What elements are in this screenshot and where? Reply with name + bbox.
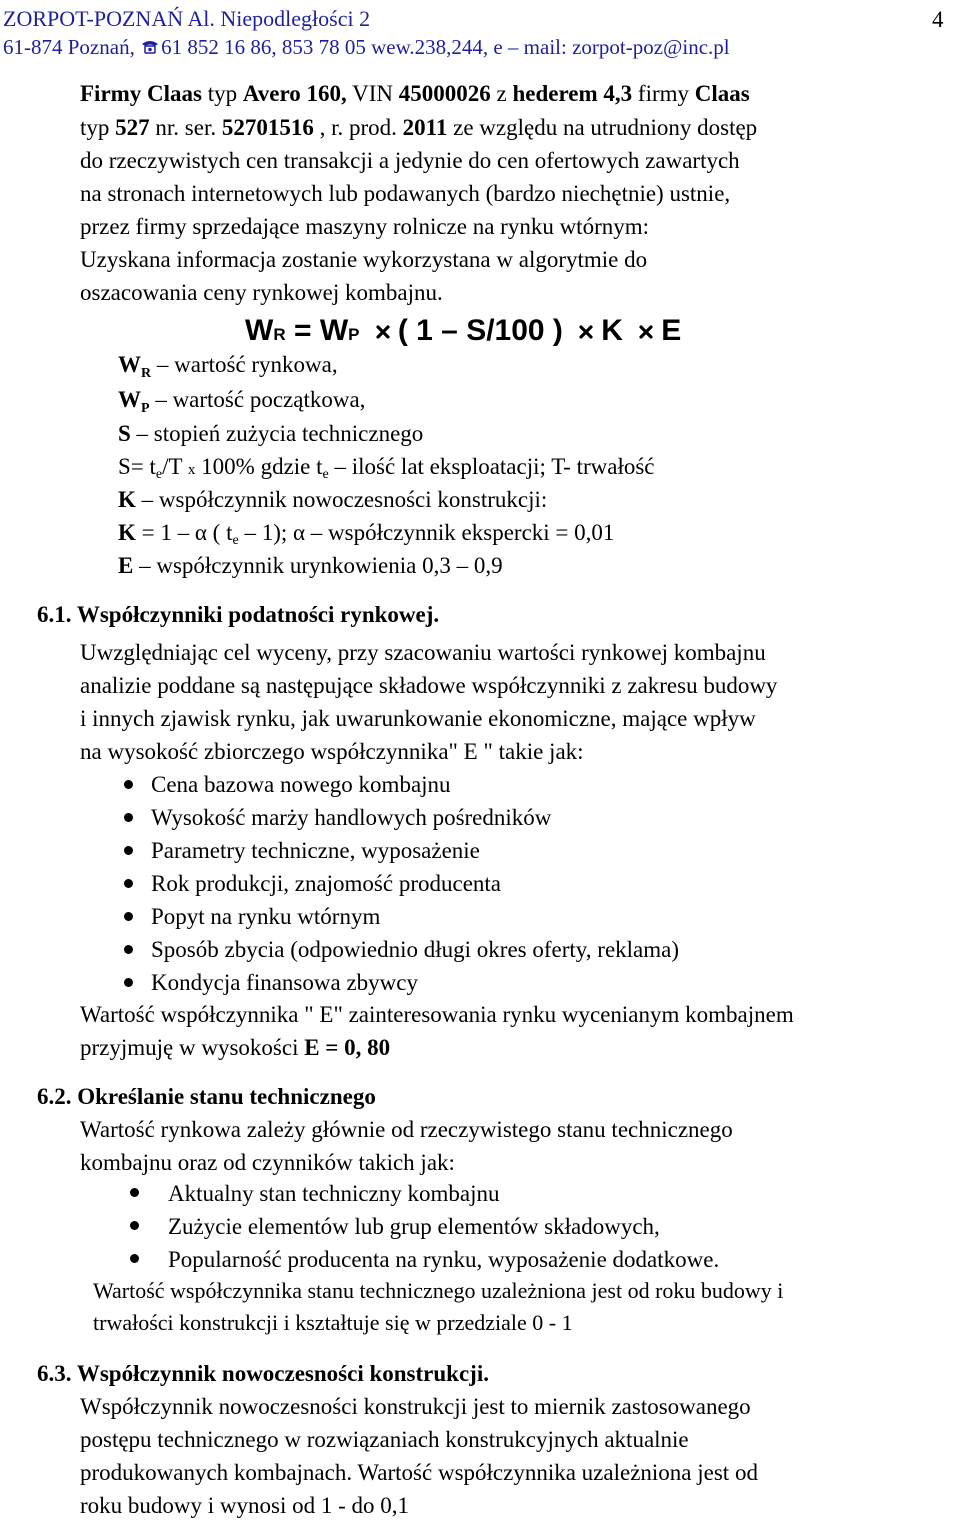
list-item: Popyt na rynku wtórnym (151, 904, 381, 929)
intro-line-3: do rzeczywistych cen transakcji a jedynie do cen ofertowych zawartych (80, 148, 740, 173)
list-item: Zużycie elementów lub grup elementów składowych, (168, 1214, 660, 1239)
market-value-formula: WR = WP ( 1 – S/100 ) K E (245, 314, 682, 347)
legend-k: K – współczynnik nowoczesności konstrukcji: (118, 487, 548, 512)
bullet-icon (124, 945, 133, 954)
intro-line-7: oszacowania ceny rynkowej kombajnu. (80, 280, 443, 305)
bullet-icon (124, 813, 133, 822)
section-6-3-heading: 6.3. Współczynnik nowoczesności konstrukcji. (37, 1361, 489, 1386)
page-number: 4 (932, 7, 944, 32)
bullet-icon (130, 1188, 139, 1197)
section-6-3-text-4: roku budowy i wynosi od 1 - do 0,1 (80, 1493, 410, 1518)
multiply-icon (579, 315, 593, 345)
company-contact-line (3, 37, 730, 60)
intro-line-4: na stronach internetowych lub podawanych (bardzo niechętnie) ustnie, (80, 181, 731, 206)
section-6-2-conclusion-2: trwałości konstrukcji i kształtuje się w przedziale 0 - 1 (93, 1310, 573, 1335)
contact-phones-email[interactable]: 61 852 16 86, 853 78 05 wew.238,244, e – mail: zorpot-poz@inc.pl (161, 35, 730, 59)
list-item: Rok produkcji, znajomość producenta (151, 871, 502, 896)
bullet-icon (124, 912, 133, 921)
bullet-icon (124, 846, 133, 855)
section-6-2-heading: 6.2. Określanie stanu technicznego (37, 1084, 376, 1109)
list-item: Popularność producenta na rynku, wyposażenie dodatkowe. (168, 1247, 720, 1272)
list-item: Wysokość marży handlowych pośredników (151, 805, 552, 830)
section-6-1-text-4: na wysokość zbiorczego współczynnika" E " takie jak: (80, 739, 584, 764)
section-6-2-conclusion-1: Wartość współczynnika stanu technicznego uzależniona jest od roku budowy i (93, 1278, 784, 1303)
intro-line-5: przez firmy sprzedające maszyny rolnicze na rynku wtórnym: (80, 214, 650, 239)
list-item: Sposób zbycia (odpowiednio długi okres oferty, reklama) (151, 937, 680, 962)
list-item: Aktualny stan techniczny kombajnu (168, 1181, 500, 1206)
legend-e: E – współczynnik urynkowienia 0,3 – 0,9 (118, 553, 503, 578)
section-6-1-text-3: i innych zjawisk rynku, jak uwarunkowanie ekonomiczne, mające wpływ (80, 706, 756, 731)
legend-wr: $W_R$ – wartość rynkowa, (118, 352, 338, 381)
section-6-1-heading: 6.1. Współczynniki podatności rynkowej. (37, 602, 440, 627)
list-item: Parametry techniczne, wyposażenie (151, 838, 480, 863)
section-6-2-text-1: Wartość rynkowa zależy głównie od rzeczywistego stanu technicznego (80, 1117, 733, 1142)
bullet-icon (124, 978, 133, 987)
contact-address: 61-874 Poznań, (3, 35, 135, 59)
list-item: Kondycja finansowa zbywcy (151, 970, 418, 995)
section-6-1-text-2: analizie poddane są następujące składowe współczynniki z zakresu budowy (80, 673, 778, 698)
section-6-3-text-3: produkowanych kombajnach. Wartość współczynnika uzależniona jest od (80, 1460, 758, 1485)
bullet-icon (124, 780, 133, 789)
intro-line-6: Uzyskana informacja zostanie wykorzystana w algorytmie do (80, 247, 648, 272)
legend-s-formula: S= te/T x 100% gdzie te – ilość lat eksploatacji; T- trwałość (118, 454, 655, 482)
section-6-2-text-2: kombajnu oraz od czynników takich jak: (80, 1150, 455, 1175)
legend-k-formula: K = 1 – α ( te – 1); α – współczynnik ekspercki = 0,01 (118, 520, 615, 548)
bullet-icon (124, 879, 133, 888)
bullet-icon (130, 1254, 139, 1263)
section-6-1-conclusion-2: przyjmuję w wysokości E = 0, 80 (80, 1035, 391, 1060)
company-header-line: ZORPOT-POZNAŃ Al. Niepodległości 2 (3, 6, 371, 31)
intro-line-1: Firmy Claas typ Avero 160, VIN 45000026 z hederem 4,3 firmy Claas (80, 81, 750, 106)
section-6-3-text-1: Współczynnik nowoczesności konstrukcji jest to miernik zastosowanego (80, 1394, 751, 1419)
intro-line-2: typ 527 nr. ser. 52701516 , r. prod. 2011 ze względu na utrudniony dostęp (80, 115, 758, 140)
section-6-1-conclusion-1: Wartość współczynnika " E" zainteresowania rynku wycenianym kombajnem (80, 1002, 794, 1027)
legend-s: S – stopień zużycia technicznego (118, 421, 424, 446)
section-6-1-text-1: Uwzględniając cel wyceny, przy szacowaniu wartości rynkowej kombajnu (80, 640, 766, 665)
section-6-3-text-2: postępu technicznego w rozwiązaniach konstrukcyjnych aktualnie (80, 1427, 689, 1452)
list-item: Cena bazowa nowego kombajnu (151, 772, 451, 797)
legend-wp: $W_P$ – wartość początkowa, (118, 387, 366, 416)
multiply-icon (376, 315, 390, 345)
bullet-icon (130, 1221, 139, 1230)
multiply-icon (639, 315, 653, 345)
telephone-icon (140, 37, 160, 58)
